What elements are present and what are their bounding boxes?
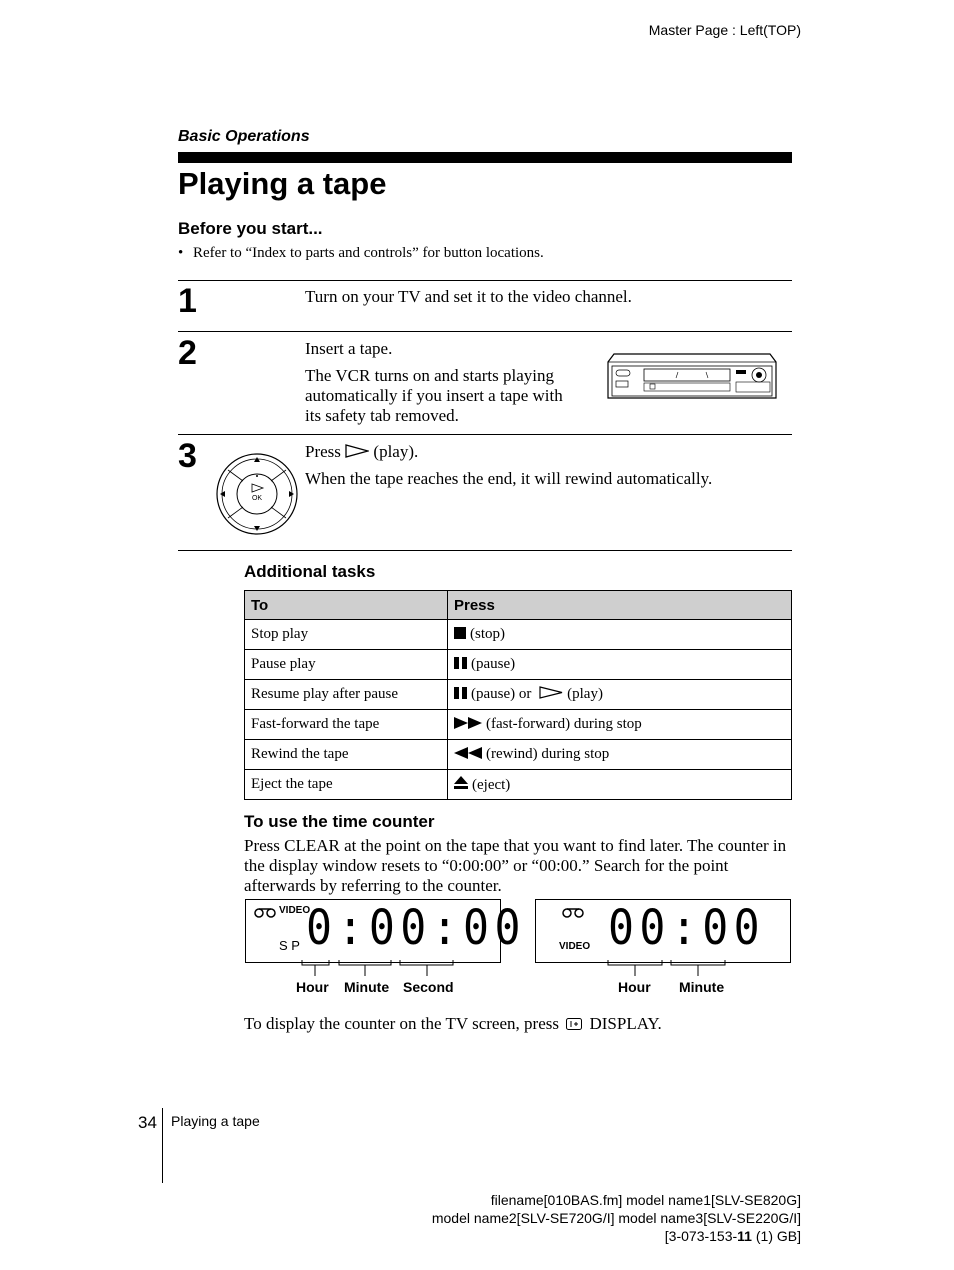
step-text: The VCR turns on and starts playing [305,366,554,385]
time-counter-heading: To use the time counter [244,812,435,831]
press-cell [448,620,792,650]
bullet: • [178,245,184,261]
column-header: To [245,591,448,620]
tasks-table [244,590,792,800]
rewind-icon [454,747,482,759]
ok-label: OK [251,495,263,502]
master-page-label: Master Page : Left(TOP) [648,22,801,38]
footer-rule [162,1108,163,1183]
remote-pad-illustration [216,453,298,535]
press-text: (eject) [472,776,511,793]
title-rule [178,152,792,163]
press-text: (rewind) during stop [486,746,610,762]
eject-icon [454,776,468,790]
step-number: 1 [178,282,197,320]
task-cell: Fast-forward the tape [245,710,448,740]
second-label: Second [403,979,454,995]
task-cell: Stop play [245,620,448,650]
press-cell [448,740,792,770]
sp-indicator: S P [279,938,300,953]
table-row [245,650,792,680]
stop-icon [454,627,466,639]
running-footer: Playing a tape [171,1113,260,1129]
pause-icon [454,657,467,669]
press-word: Press [305,442,341,461]
page-title: Playing a tape [178,166,387,201]
video-indicator: VIDEO [559,941,591,952]
step-text: automatically if you insert a tape with [305,386,563,405]
task-cell: Pause play [245,650,448,680]
table-row [245,620,792,650]
task-cell: Resume play after pause [245,680,448,710]
step-text: Insert a tape. [305,339,393,358]
press-cell [448,680,792,710]
task-cell: Eject the tape [245,770,448,800]
hour-label: Hour [618,979,651,995]
press-cell [448,710,792,740]
display-button-icon [566,1018,582,1030]
step-number: 3 [178,437,197,475]
display-brackets [245,960,499,978]
display-instruction [244,1014,662,1034]
page-number: 34 [138,1113,157,1132]
press-text: (pause) [471,656,516,672]
fast-forward-icon [454,717,482,729]
step-number: 2 [178,334,197,372]
task-cell: Rewind the tape [245,740,448,770]
counter-digits: 00:00 [608,900,766,956]
file-info-line [432,1227,801,1245]
step-text [305,442,418,462]
table-row [245,770,792,800]
tape-icon [254,908,276,918]
step-divider [178,280,792,281]
press-text: (fast-forward) during stop [486,716,642,732]
press-text: (play) [567,686,603,702]
hour-label: Hour [296,979,329,995]
additional-tasks-heading: Additional tasks [244,562,376,581]
counter-display-hm [535,899,791,963]
press-text: (stop) [470,626,505,642]
display-text: DISPLAY. [589,1014,662,1033]
time-counter-paragraph: Press CLEAR at the point on the tape that you want to find later. The counter in the display window resets to “0:00:00” or “00:00.” Search for the point afterwards by referring to the counter. [244,836,787,895]
table-row [245,740,792,770]
counter-digits: 0:00:00 [306,900,526,956]
display-text: To display the counter on the TV screen, press [244,1014,559,1033]
play-word: (play). [373,442,419,461]
step-divider [178,550,792,551]
note-text: Refer to “Index to parts and controls” for button locations. [193,245,544,261]
minute-label: Minute [679,979,725,995]
press-cell [448,650,792,680]
step-text: its safety tab removed. [305,406,459,425]
file-info [432,1191,801,1245]
press-cell [448,770,792,800]
step-text: When the tape reaches the end, it will rewind automatically. [305,469,713,488]
counter-display-hms [245,899,526,963]
file-part: [3-073-153- [664,1228,738,1244]
play-icon [539,686,563,699]
play-icon [345,444,369,458]
tape-icon [562,908,584,918]
table-row [245,710,792,740]
press-text: (pause) or [471,686,532,702]
minute-label: Minute [344,979,390,995]
file-part: 11 [737,1228,752,1244]
file-info-line: model name2[SLV-SE720G/I] model name3[SLV-SE220G/I] [431,1210,801,1226]
column-header: Press [448,591,792,620]
pause-icon [454,687,467,699]
video-indicator: VIDEO [279,905,311,916]
table-row [245,680,792,710]
before-heading: Before you start... [178,219,323,238]
display-brackets [535,960,789,978]
section-heading: Basic Operations [178,128,310,145]
before-note [178,245,544,262]
table-header-row [245,591,792,620]
file-part: (1) GB] [751,1228,801,1244]
step-text: Turn on your TV and set it to the video channel. [305,287,632,306]
step-divider [178,434,792,435]
file-info-line: filename[010BAS.fm] model name1[SLV-SE820G] [490,1192,801,1208]
vcr-illustration [604,352,780,402]
step-divider [178,331,792,332]
